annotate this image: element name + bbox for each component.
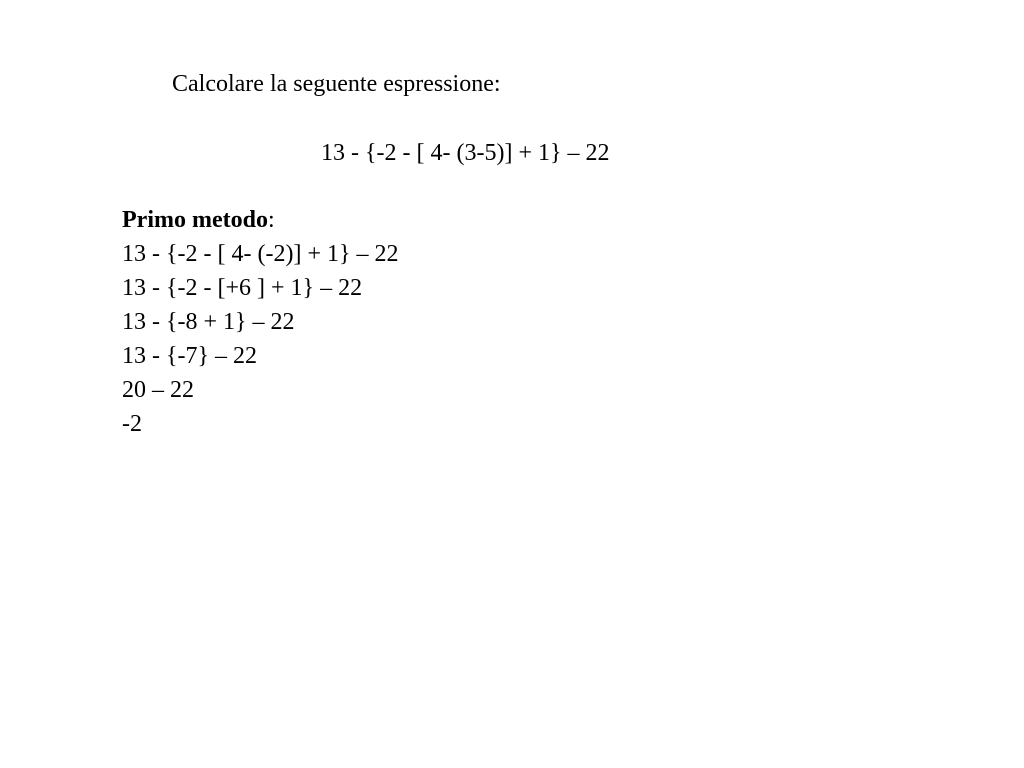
intro-text: Calcolare la seguente espressione:	[172, 71, 501, 97]
step-line: 13 - {-2 - [+6 ] + 1} – 22	[122, 275, 363, 301]
method-heading	[122, 203, 399, 237]
step-line: 20 – 22	[122, 377, 194, 403]
method-title: Primo metodo	[122, 207, 268, 233]
method-title-colon: :	[267, 207, 275, 233]
main-expression: 13 - {-2 - [ 4- (3-5)] + 1} – 22	[321, 140, 610, 166]
method-section	[122, 203, 399, 441]
step-line: -2	[122, 411, 142, 437]
step-line: 13 - {-2 - [ 4- (-2)] + 1} – 22	[122, 241, 399, 267]
step-line: 13 - {-7} – 22	[122, 343, 258, 369]
step-line: 13 - {-8 + 1} – 22	[122, 309, 295, 335]
